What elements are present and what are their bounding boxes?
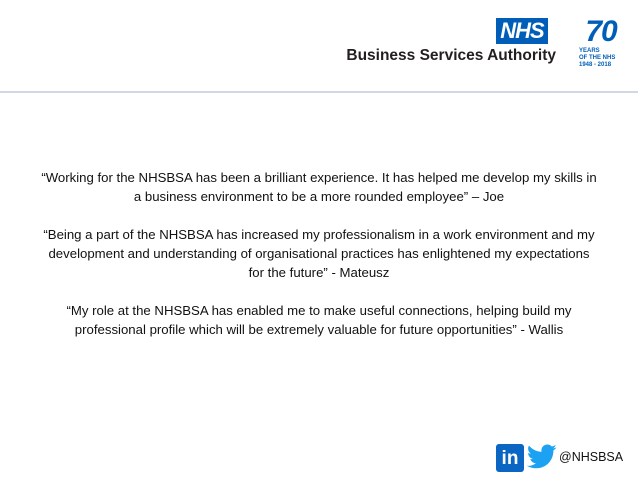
- org-name: Business Services Authority: [346, 47, 556, 64]
- twitter-icon[interactable]: [527, 444, 557, 470]
- twitter-handle[interactable]: @NHSBSA: [559, 450, 624, 464]
- linkedin-icon[interactable]: in: [496, 444, 524, 472]
- anniversary-line-2: OF THE NHS: [579, 55, 616, 61]
- nhs-70-years-logo: [575, 17, 627, 73]
- testimonials: [40, 168, 598, 358]
- quote-wallis: “My role at the NHSBSA has enabled me to make useful connections, helping build my professional profile which will be extremely valuable for future opportunities” - Wallis: [66, 303, 572, 337]
- anniversary-line-1: YEARS: [579, 48, 600, 54]
- quote-mateusz: “Being a part of the NHSBSA has increased my professionalism in a work environment and my development and understanding of organisational practices has enlightened my expectations for the future” - Mateusz: [43, 227, 595, 280]
- anniversary-number: 70: [585, 15, 617, 48]
- nhs-logo: NHS: [496, 18, 548, 44]
- anniversary-line-3: 1948 - 2018: [579, 62, 612, 68]
- quote-joe: “Working for the NHSBSA has been a brilliant experience. It has helped me develop my skills in a business environment to be a more rounded employee” – Joe: [41, 170, 597, 204]
- header-divider: [0, 91, 638, 93]
